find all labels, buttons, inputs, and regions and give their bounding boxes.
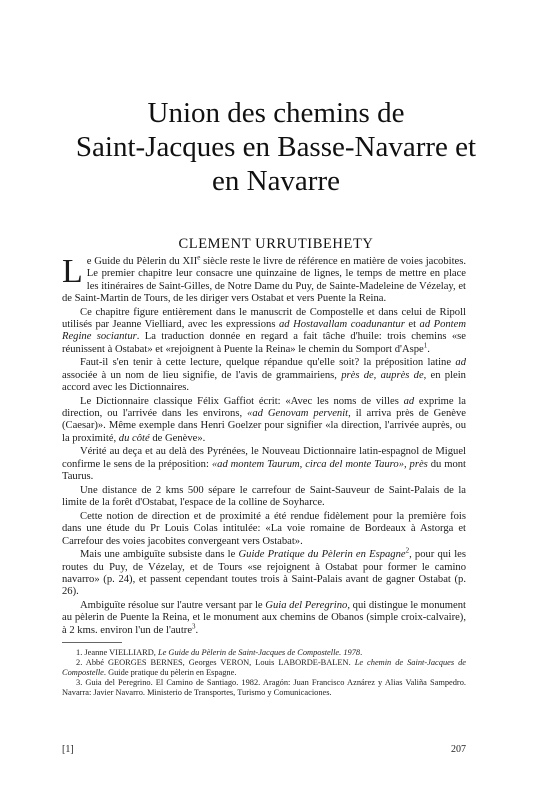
- footnote-1: 1. Jeanne VIELLIARD, Le Guide du Pèlerin de Saint-Jacques de Compostelle. 1978.: [76, 648, 363, 657]
- paragraph-1: Le Guide du Pèlerin du XIIe siècle reste le livre de référence en matière de voies jacobites. Le premier chapitre leur consacre une quinzaine de lignes, le temps de mettre en place les itinéraires de Saint-Gilles, de Notre Dame du Puy, de Sainte-Madeleine de Vézelay, et de Saint-Martin de Tours, de les diriger vers Ostabat et vers Puente la Reina.: [62, 253, 466, 304]
- footnote-ref-3: 3: [192, 622, 196, 631]
- footnote-ref-1: 1: [423, 341, 428, 350]
- paragraph-3: Faut-il s'en tenir à cette lecture, quelque répandue qu'elle soit? la préposition latine ad associée à un nom de lieu signifie, de l'avis de grammairiens, près de, auprès de, en plein accord avec les Dictionnaires.: [62, 357, 466, 393]
- paragraph-2: Ce chapitre figure entièrement dans le manuscrit de Compostelle et dans celui de Ripoll utilisés par Jeanne Vielliard, avec les expressions ad Hostavallam coadunantur et ad Pontem Regine sociantur. La traduction donnée en regard a fait tâche d'huile: trois chemins «se réunissent à Ostabat» et «rejoignent à Puente la Reina» le chemin du Somport d'Aspe$^1$.: [62, 306, 466, 355]
- footnote-divider: [62, 642, 122, 643]
- paragraph-8: Mais une ambiguïte subsiste dans le Guide Pratique du Pèlerin en Espagne$^2$, pour qui les routes du Puy, de Vézelay, et de Tours «se rejoignent à Ostabat pour former le camino navarro» (p. 24), et passent cependant toutes trois à Saint-Palais avant de gagner Ostabat (p. 26).: [62, 546, 466, 598]
- paragraph-5: Vérité au deça et au delà des Pyrénées, le Nouveau Dictionnaire latin-espagnol de Miguel confirme le sens de la préposition: «ad montem Taurum, circa del monte Tauro», près du mont Taurus.: [62, 446, 467, 483]
- paragraph-9: Ambiguïte résolue sur l'autre versant par le Guia del Peregrino, qui distingue le monument au pèlerin de Puente la Reina, et le monument aux chemins de Obanos (simple croix-calvaire), à 2 kms. environ l'un de l'autre$^3$.: [62, 600, 466, 636]
- title-line-3: en Navarre: [212, 165, 340, 197]
- article-body: [62, 253, 467, 638]
- footnote-3: 3. Guia del Peregrino. El Camino de Santiago. 1982. Aragón: Juan Francisco Aznárez y Alias Valiña Sampedro. Navarra: Javier Navarro. Ministerio de Transportes, Turismo y Comunicaciones.: [62, 678, 466, 697]
- author-name: CLEMENT URRUTIBEHETY: [178, 236, 374, 252]
- paragraph-6: Une distance de 2 kms 500 sépare le carrefour de Saint-Sauveur de Saint-Palais de la limite de la forêt d'Ostabat, l'espace de la colline de Soyharce.: [62, 484, 466, 509]
- page-number: 207: [451, 744, 466, 755]
- page-marker: [1]: [62, 744, 74, 755]
- footnote-2: 2. Abbé GEORGES BERNES, Georges VERON, Louis LABORDE-BALEN. Le chemin de Saint-Jacques de Compostelle. Guide pratique du pèlerin en Espagne.: [62, 658, 466, 677]
- article-title: [40, 96, 512, 198]
- title-line-1: Union des chemins de: [147, 97, 405, 129]
- drop-cap: L: [62, 253, 83, 290]
- footnote-ref-2: 2: [405, 546, 410, 555]
- title-line-2: Saint-Jacques en Basse-Navarre et: [75, 131, 477, 163]
- footnotes: [62, 648, 466, 698]
- paragraph-4: Le Dictionnaire classique Félix Gaffiot écrit: «Avec les noms de villes ad exprime la direction, ou l'arrivée dans les environs, «ad Genovam pervenit, il arriva près de Genève (Caesar)». Même exemple dans Henri Goelzer pour signifier «la direction, l'arrivée auprès, ou la proximité, du côté de Genève».: [62, 395, 467, 444]
- paragraph-7: Cette notion de direction et de proximité a été rendue fidèlement pour la première fois dans une étude du Pr Louis Colas intitulée: «La voie romaine de Bordeaux à Astorga et Carrefour des voies jacobites convergeant vers Ostabat».: [62, 510, 466, 547]
